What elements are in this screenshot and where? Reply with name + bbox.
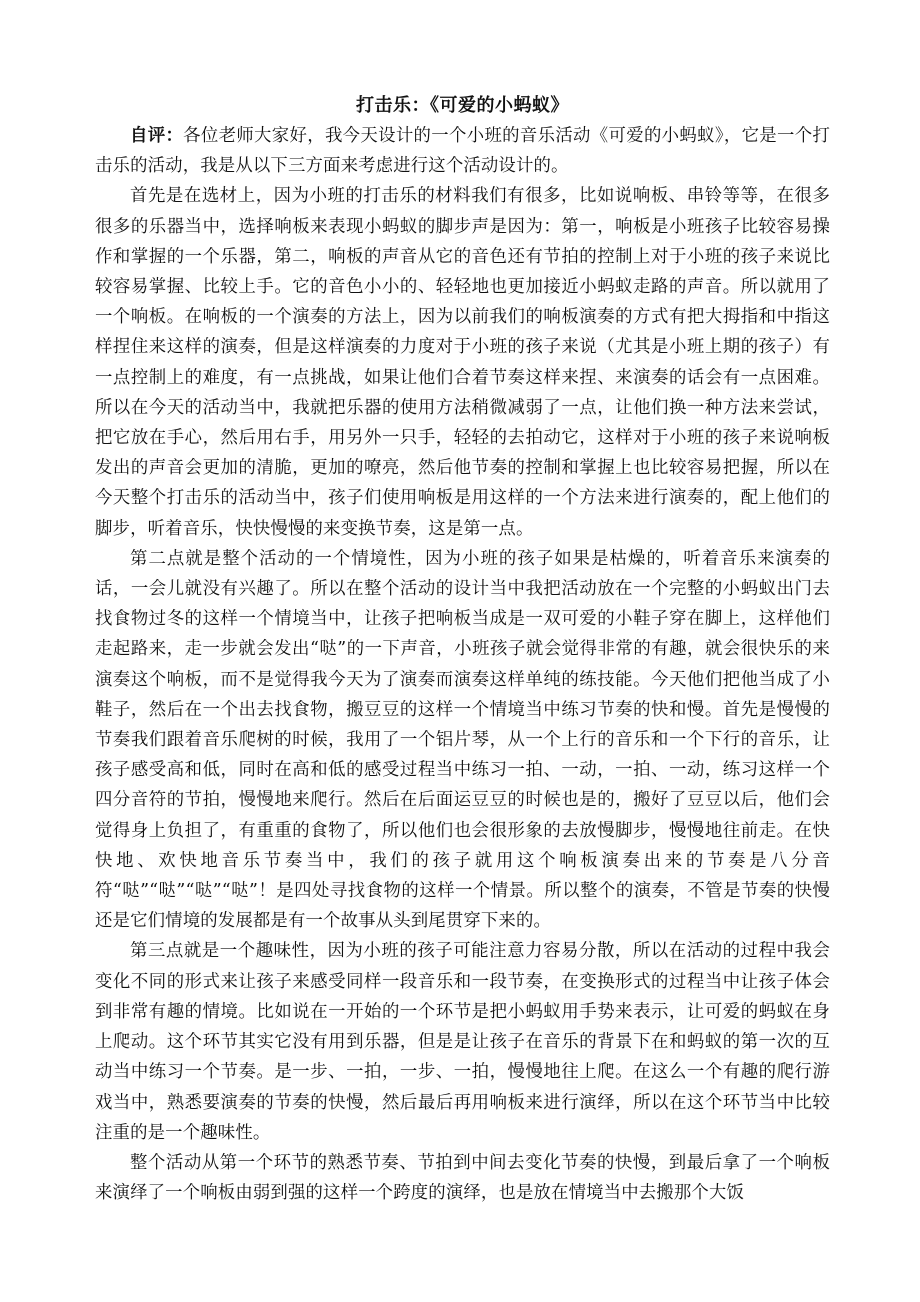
intro-text: 各位老师大家好，我今天设计的一个小班的音乐活动《可爱的小蚂蚁》，它是一个打击乐的活动，我是从以下三方面来考虑进行这个活动设计的。 bbox=[95, 126, 830, 177]
paragraph-material-choice: 首先是在选材上，因为小班的打击乐的材料我们有很多，比如说响板、串铃等等，在很多很多的乐器当中，选择响板来表现小蚂蚁的脚步声是因为：第一，响板是小班孩子比较容易操作和掌握的一个乐器，第二，响板的声音从它的音色还有节拍的控制上对于小班的孩子来说比较容易掌握、比较上手。它的音色小小的、轻轻地也更加接近小蚂蚁走路的声音。所以就用了一个响板。在响板的一个演奏的方法上，因为以前我们的响板演奏的方式有把大拇指和中指这样捏住来这样的演奏，但是这样演奏的力度对于小班的孩子来说（尤其是小班上期的孩子）有一点控制上的难度，有一点挑战，如果让他们合着节奏这样来捏、来演奏的话会有一点困难。所以在今天的活动当中，我就把乐器的使用方法稍微减弱了一点，让他们换一种方法来尝试，把它放在手心，然后用右手，用另外一只手，轻轻的去拍动它，这样对于小班的孩子来说响板发出的声音会更加的清脆，更加的嘹亮，然后他节奏的控制和掌握上也比较容易把握，所以在今天整个打击乐的活动当中，孩子们使用响板是用这样的一个方法来进行演奏的，配上他们的脚步，听着音乐，快快慢慢的来变换节奏，这是第一点。 bbox=[95, 186, 830, 539]
document-page bbox=[95, 92, 830, 1208]
paragraph-situational: 第二点就是整个活动的一个情境性，因为小班的孩子如果是枯燥的，听着音乐来演奏的话，一会儿就没有兴趣了。所以在整个活动的设计当中我把活动放在一个完整的小蚂蚁出门去找食物过冬的这样一个情境当中，让孩子把响板当成是一双可爱的小鞋子穿在脚上，这样他们走起路来，走一步就会发出“哒”的一下声音，小班孩子就会觉得非常的有趣，就会很快乐的来演奏这个响板，而不是觉得我今天为了演奏而演奏这样单纯的练技能。今天他们把他当成了小鞋子，然后在一个出去找食物，搬豆豆的这样一个情境当中练习节奏的快和慢。首先是慢慢的节奏我们跟着音乐爬树的时候，我用了一个铝片琴，从一个上行的音乐和一个下行的音乐，让孩子感受高和低，同时在高和低的感受过程当中练习一拍、一动，一拍、一动，练习这样一个四分音符的节拍，慢慢地来爬行。然后在后面运豆豆的时候也是的，搬好了豆豆以后，他们会觉得身上负担了，有重重的食物了，所以他们也会很形象的去放慢脚步，慢慢地往前走。在快快地、欢快地音乐节奏当中，我们的孩子就用这个响板演奏出来的节奏是八分音符“哒”“哒”“哒”“哒”！是四处寻找食物的这样一个情景。所以整个的演奏，不管是节奏的快慢还是它们情境的发展都是有一个故事从头到尾贯穿下来的。 bbox=[95, 548, 830, 932]
paragraph-interest: 第三点就是一个趣味性，因为小班的孩子可能注意力容易分散，所以在活动的过程中我会变化不同的形式来让孩子来感受同样一段音乐和一段节奏，在变换形式的过程当中让孩子体会到非常有趣的情境。比如说在一开始的一个环节是把小蚂蚁用手势来表示，让可爱的蚂蚁在身上爬动。这个环节其实它没有用到乐器，但是是让孩子在音乐的背景下在和蚂蚁的第一次的互动当中练习一个节奏。是一步、一拍，一步、一拍，慢慢地往上爬。在这么一个有趣的爬行游戏当中，熟悉要演奏的节奏的快慢，然后最后再用响板来进行演绎，所以在这个环节当中比较注重的是一个趣味性。 bbox=[95, 941, 830, 1143]
document-title: 打击乐：《可爱的小蚂蚁》 bbox=[356, 95, 569, 116]
intro-label: 自评： bbox=[130, 126, 184, 146]
intro-paragraph bbox=[95, 121, 830, 181]
paragraph-summary: 整个活动从第一个环节的熟悉节奏、节拍到中间去变化节奏的快慢，到最后拿了一个响板来演绎了一个响板由弱到强的这样一个跨度的演绎，也是放在情境当中去搬那个大饭 bbox=[95, 1152, 830, 1204]
